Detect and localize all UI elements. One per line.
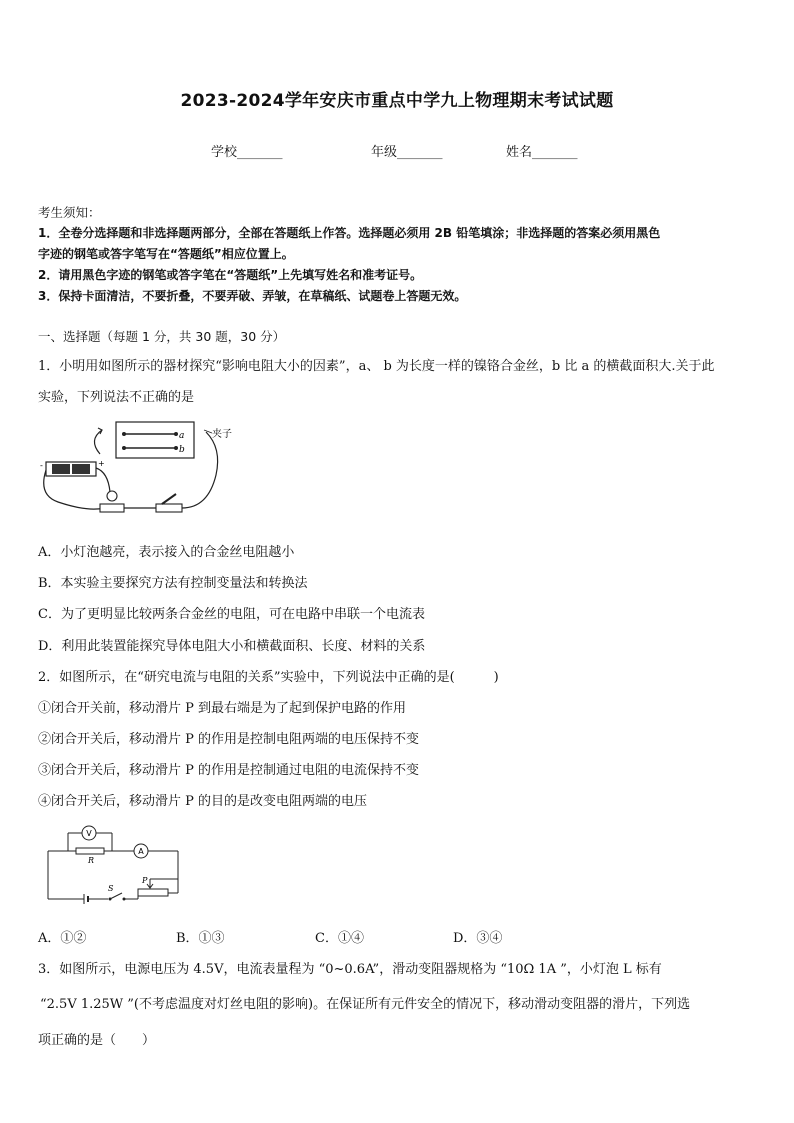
resistor-label: R <box>88 856 95 865</box>
wire-b-label: b <box>179 445 185 455</box>
switch-label: S <box>108 884 114 893</box>
q2-statement-1: ①闭合开关前，移动滑片 P 到最右端是为了起到保护电路的作用 <box>38 701 407 716</box>
q2-option-a[interactable]: A．①② <box>38 931 87 946</box>
q1-option-a[interactable]: A．小灯泡越亮，表示接入的合金丝电阻越小 <box>38 545 295 560</box>
q1-stem-line-1: 1．小明用如图所示的器材探究“影响电阻大小的因素”，a、 b 为长度一样的镍铬合金丝，b 比 a 的横截面积大.关于此 <box>38 359 715 374</box>
school-field: 学校_______ <box>211 145 283 160</box>
notice-item-2: 2．请用黑色字迹的钢笔或答字笔在“答题纸”上先填写姓名和准考证号。 <box>38 268 423 282</box>
q2-statement-3: ③闭合开关后，移动滑片 P 的作用是控制通过电阻的电流保持不变 <box>38 763 420 778</box>
q2-circuit-figure <box>46 823 186 907</box>
name-field: 姓名_______ <box>506 145 578 160</box>
notice-item-1-line-1: 1．全卷分选择题和非选择题两部分，全部在答题纸上作答。选择题必须用 2B 铅笔填涂；非选择题的答案必须用黑色 <box>38 226 661 240</box>
notice-item-3: 3．保持卡面清洁，不要折叠，不要弄破、弄皱，在草稿纸、试题卷上答题无效。 <box>38 289 467 303</box>
notice-item-1-line-2: 字迹的钢笔或答字笔写在“答题纸”相应位置上。 <box>38 247 294 261</box>
battery-minus-label: - <box>40 461 43 470</box>
section-heading: 一、选择题（每题 1 分，共 30 题，30 分） <box>38 329 286 344</box>
q3-stem-line-3: 项正确的是（ ） <box>38 1033 156 1048</box>
slider-label: P <box>142 876 148 885</box>
q2-option-b[interactable]: B．①③ <box>176 931 225 946</box>
q2-option-d[interactable]: D．③④ <box>453 931 503 946</box>
q2-option-c[interactable]: C．①④ <box>315 931 364 946</box>
q3-stem-line-2: “2.5V 1.25W ”(不考虑温度对灯丝电阻的影响)。在保证所有元件安全的情况下，移动滑动变阻器的滑片，下列选 <box>40 997 691 1012</box>
clip-label: 夹子 <box>212 429 232 440</box>
ammeter-label: A <box>138 847 144 856</box>
q1-stem-line-2: 实验，下列说法不正确的是 <box>38 390 195 405</box>
q2-statement-4: ④闭合开关后，移动滑片 P 的目的是改变电阻两端的电压 <box>38 794 368 809</box>
q2-statement-2: ②闭合开关后，移动滑片 P 的作用是控制电阻两端的电压保持不变 <box>38 732 420 747</box>
page-title: 2023-2024学年安庆市重点中学九上物理期末考试试题 <box>180 91 614 111</box>
q1-option-b[interactable]: B．本实验主要探究方法有控制变量法和转换法 <box>38 576 308 591</box>
battery-plus-label: + <box>98 459 105 468</box>
grade-field: 年级_______ <box>371 145 443 160</box>
q1-option-d[interactable]: D．利用此装置能探究导体电阻大小和横截面积、长度、材料的关系 <box>38 639 426 654</box>
wire-a-label: a <box>179 431 185 441</box>
q3-stem-line-1: 3．如图所示，电源电压为 4.5V，电流表量程为 “0~0.6A”，滑动变阻器规格为 “10Ω 1A ”，小灯泡 L 标有 <box>38 962 662 977</box>
notice-heading: 考生须知： <box>38 205 101 220</box>
voltmeter-label: V <box>86 829 92 838</box>
q1-option-c[interactable]: C．为了更明显比较两条合金丝的电阻，可在电路中串联一个电流表 <box>38 607 425 622</box>
q1-circuit-figure <box>38 420 248 520</box>
q2-stem: 2．如图所示，在“研究电流与电阻的关系”实验中，下列说法中正确的是( ) <box>38 670 499 685</box>
